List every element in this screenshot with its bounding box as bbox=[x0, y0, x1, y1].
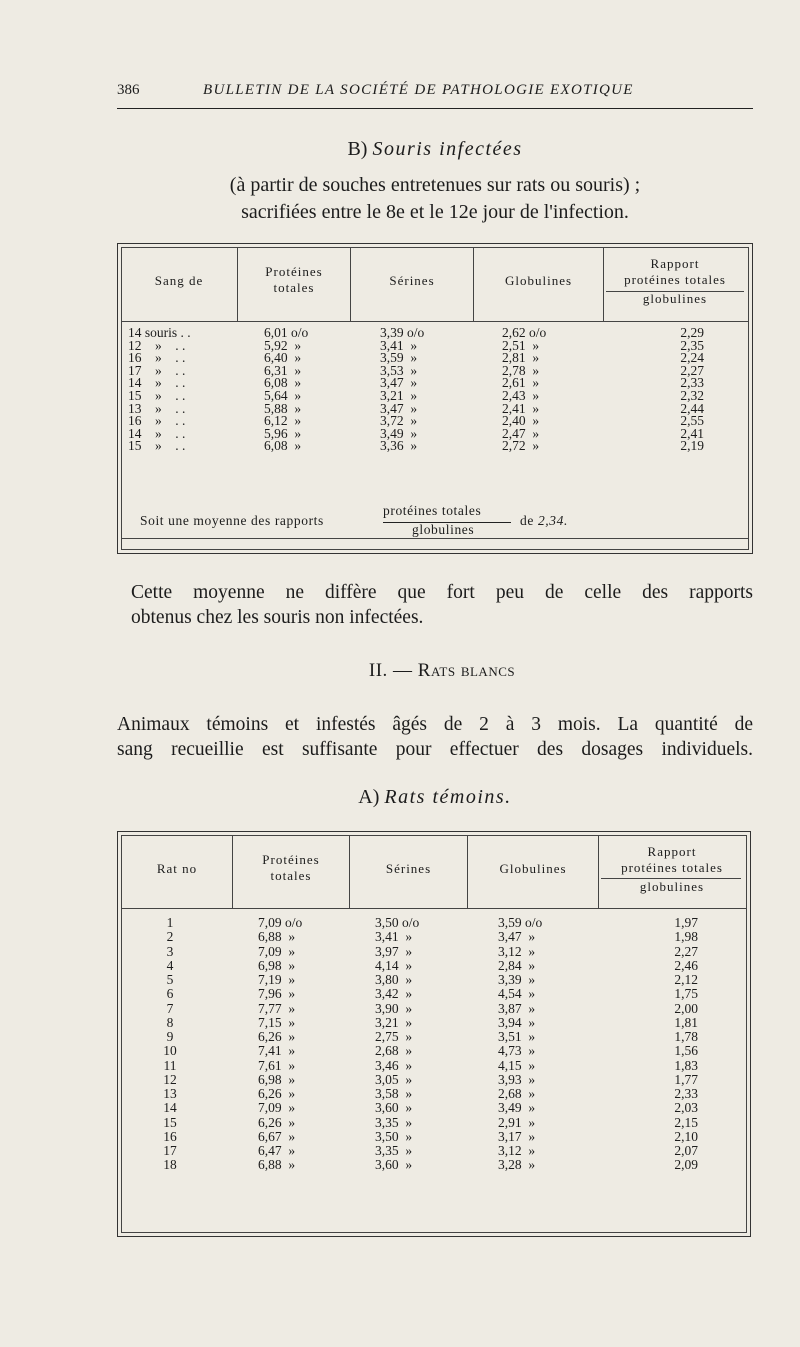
table-cell-ratio: 2,24 bbox=[680, 350, 704, 366]
table-cell-serines: 3,80 » bbox=[375, 972, 413, 987]
table-cell-serines: 3,58 » bbox=[375, 1086, 413, 1101]
table-cell-globulins: 2,78 » bbox=[502, 362, 540, 378]
table2-header-proteins bbox=[233, 852, 349, 884]
table-cell-globulins: 2,43 » bbox=[502, 388, 540, 403]
table-cell-ratio: 2,41 bbox=[680, 425, 704, 441]
header-ratio-line-1: Rapport bbox=[650, 256, 700, 271]
table-cell-proteins: 6,08 » bbox=[264, 375, 302, 391]
section-2-roman: II. — bbox=[368, 660, 413, 681]
section-2-heading bbox=[131, 660, 753, 682]
table-cell-proteins: 7,15 » bbox=[258, 1014, 296, 1030]
page-number: 386 bbox=[117, 82, 140, 98]
table-cell-ratio: 2,27 bbox=[674, 943, 698, 959]
table2-header-rat: Rat no bbox=[156, 861, 198, 876]
table-cell-globulins: 4,54 » bbox=[498, 986, 536, 1002]
table-cell-ratio: 2,19 bbox=[680, 438, 704, 454]
table-cell-ratio: 2,35 bbox=[680, 337, 704, 353]
table-cell-globulins: 2,47 » bbox=[502, 425, 540, 441]
subtitle-line-1: (à partir de souches entretenues sur rats ou souris) ; bbox=[229, 174, 641, 196]
table-cell-rat: 11 bbox=[163, 1057, 177, 1073]
table-cell-rat: 4 bbox=[166, 957, 174, 973]
table-cell-ratio: 2,03 bbox=[674, 1100, 698, 1116]
table-cell-animal: 12 » . . bbox=[128, 337, 186, 353]
header-proteins-line-2: totales bbox=[270, 868, 312, 883]
header-ratio-line-3: globulines bbox=[639, 879, 705, 894]
running-head bbox=[117, 80, 753, 109]
table-cell-ratio: 2,32 bbox=[680, 388, 704, 403]
table-cell-serines: 4,14 » bbox=[375, 957, 413, 973]
table-cell-ratio: 2,29 bbox=[680, 325, 704, 340]
table-cell-globulins: 2,41 » bbox=[502, 400, 540, 416]
table-cell-proteins: 5,92 » bbox=[264, 337, 302, 353]
paragraph-animaux bbox=[117, 712, 753, 762]
table-cell-proteins: 6,26 » bbox=[258, 1029, 296, 1044]
table-cell-serines: 3,46 » bbox=[375, 1057, 413, 1073]
table-cell-proteins: 6,08 » bbox=[264, 438, 302, 454]
table-cell-ratio: 2,00 bbox=[674, 1000, 698, 1016]
table-cell-globulins: 3,28 » bbox=[498, 1157, 536, 1173]
table-cell-animal: 16 » . . bbox=[128, 350, 186, 366]
table-cell-serines: 3,05 » bbox=[375, 1071, 413, 1087]
table-cell-rat: 3 bbox=[166, 943, 174, 959]
table-cell-ratio: 1,56 bbox=[674, 1043, 698, 1059]
table-cell-globulins: 2,62 o/o bbox=[502, 325, 547, 340]
table-cell-rat: 6 bbox=[166, 986, 174, 1002]
table-cell-ratio: 1,75 bbox=[674, 986, 698, 1002]
table-cell-serines: 3,50 o/o bbox=[375, 915, 420, 930]
average-value: 2,34. bbox=[537, 513, 568, 528]
table-cell-rat: 9 bbox=[166, 1029, 174, 1044]
table-cell-proteins: 6,40 » bbox=[264, 350, 302, 366]
header-ratio-line-1: Rapport bbox=[647, 844, 697, 859]
table-cell-ratio: 2,07 bbox=[674, 1143, 698, 1158]
table-cell-proteins: 7,77 » bbox=[258, 1000, 296, 1016]
table-cell-globulins: 3,17 » bbox=[498, 1128, 536, 1144]
section-b-heading bbox=[117, 138, 753, 161]
table1-header-rule bbox=[122, 321, 748, 322]
table-cell-proteins: 7,96 » bbox=[258, 986, 296, 1002]
header-ratio-line-3: globulines bbox=[642, 291, 708, 306]
table-cell-rat: 18 bbox=[163, 1157, 177, 1173]
table-cell-rat: 14 bbox=[163, 1100, 177, 1116]
table-cell-serines: 3,21 » bbox=[380, 388, 418, 403]
table-cell-proteins: 7,61 » bbox=[258, 1057, 296, 1073]
table-cell-globulins: 3,87 » bbox=[498, 1000, 536, 1016]
table-cell-proteins: 6,88 » bbox=[258, 1157, 296, 1173]
table-cell-rat: 13 bbox=[163, 1086, 177, 1101]
table-cell-ratio: 2,33 bbox=[680, 375, 704, 391]
table-cell-serines: 3,50 » bbox=[375, 1128, 413, 1144]
table-cell-serines: 2,68 » bbox=[375, 1043, 413, 1059]
header-ratio-line-2: protéines totales bbox=[621, 860, 723, 875]
table1-header-serines: Sérines bbox=[389, 273, 435, 288]
table-cell-serines: 3,60 » bbox=[375, 1157, 413, 1173]
table-cell-globulins: 3,59 o/o bbox=[498, 915, 543, 930]
header-proteins-line-1: Protéines bbox=[262, 852, 320, 867]
header-ratio-line-2: protéines totales bbox=[624, 272, 726, 287]
table-cell-globulins: 3,93 » bbox=[498, 1071, 536, 1087]
table-cell-globulins: 3,39 » bbox=[498, 972, 536, 987]
table-cell-serines: 3,36 » bbox=[380, 438, 418, 454]
table-cell-ratio: 2,09 bbox=[674, 1157, 698, 1173]
table-cell-proteins: 7,09 » bbox=[258, 1100, 296, 1116]
table2-header-globulins: Globulines bbox=[499, 861, 567, 876]
table-cell-serines: 3,47 » bbox=[380, 375, 418, 391]
table-cell-animal: 14 souris . . bbox=[128, 325, 191, 340]
table-cell-rat: 8 bbox=[166, 1014, 174, 1030]
table-cell-proteins: 7,41 » bbox=[258, 1043, 296, 1059]
table-cell-serines: 3,60 » bbox=[375, 1100, 413, 1116]
paragraph-line: Animaux témoins et infestés âgés de 2 à 3 mois. La quantité de bbox=[117, 714, 753, 735]
table-cell-proteins: 5,64 » bbox=[264, 388, 302, 403]
table-cell-rat: 7 bbox=[166, 1000, 174, 1016]
table-cell-proteins: 6,01 o/o bbox=[264, 325, 309, 340]
average-suffix-text: de bbox=[520, 513, 534, 528]
table-cell-animal: 16 » . . bbox=[128, 413, 186, 429]
table-cell-ratio: 1,78 bbox=[674, 1029, 698, 1044]
table-cell-globulins: 2,72 » bbox=[502, 438, 540, 454]
section-2-title: Rats blancs bbox=[417, 660, 516, 681]
average-suffix bbox=[520, 513, 568, 529]
table-cell-ratio: 2,44 bbox=[680, 400, 704, 416]
table1-header-ratio bbox=[604, 256, 746, 307]
table-cell-globulins: 2,81 » bbox=[502, 350, 540, 366]
table-cell-serines: 3,39 o/o bbox=[380, 325, 425, 340]
table-cell-animal: 14 » . . bbox=[128, 375, 186, 391]
table-cell-proteins: 5,88 » bbox=[264, 400, 302, 416]
table-cell-proteins: 6,98 » bbox=[258, 957, 296, 973]
section-b-subtitle bbox=[117, 172, 753, 226]
table-cell-globulins: 2,84 » bbox=[498, 957, 536, 973]
table-cell-rat: 5 bbox=[166, 972, 174, 987]
table-cell-ratio: 1,83 bbox=[674, 1057, 698, 1073]
table-cell-ratio: 2,15 bbox=[674, 1114, 698, 1130]
table2-header-serines: Sérines bbox=[385, 861, 432, 876]
table-cell-globulins: 3,49 » bbox=[498, 1100, 536, 1116]
table-cell-rat: 10 bbox=[163, 1043, 177, 1059]
table2-header-rule bbox=[122, 908, 746, 909]
table-cell-ratio: 2,33 bbox=[674, 1086, 698, 1101]
table-cell-globulins: 3,12 » bbox=[498, 943, 536, 959]
table-cell-globulins: 3,12 » bbox=[498, 1143, 536, 1158]
table-cell-proteins: 5,96 » bbox=[264, 425, 302, 441]
table-cell-animal: 14 » . . bbox=[128, 425, 186, 441]
table-cell-rat: 17 bbox=[163, 1143, 177, 1158]
table-cell-proteins: 7,19 » bbox=[258, 972, 296, 987]
table-cell-ratio: 2,12 bbox=[674, 972, 698, 987]
table-cell-serines: 3,42 » bbox=[375, 986, 413, 1002]
table-cell-proteins: 7,09 » bbox=[258, 943, 296, 959]
table-cell-ratio: 1,81 bbox=[674, 1014, 698, 1030]
paragraph-moyenne bbox=[131, 580, 753, 630]
header-proteins-line-2: totales bbox=[273, 280, 315, 295]
table-cell-globulins: 4,15 » bbox=[498, 1057, 536, 1073]
table-cell-serines: 3,21 » bbox=[375, 1014, 413, 1030]
table-cell-serines: 3,59 » bbox=[380, 350, 418, 366]
subtitle-line-2: sacrifiées entre le 8e et le 12e jour de l'infection. bbox=[241, 201, 629, 223]
table-cell-proteins: 6,67 » bbox=[258, 1128, 296, 1144]
table-cell-serines: 3,53 » bbox=[380, 362, 418, 378]
table-cell-globulins: 2,40 » bbox=[502, 413, 540, 429]
paragraph-line: Cette moyenne ne diffère que fort peu de celle des rapports bbox=[131, 582, 753, 603]
section-a-title: Rats témoins. bbox=[384, 786, 512, 808]
table-cell-rat: 12 bbox=[163, 1071, 177, 1087]
table-cell-globulins: 2,68 » bbox=[498, 1086, 536, 1101]
table-cell-globulins: 2,61 » bbox=[502, 375, 540, 391]
table1-footer-rule bbox=[122, 538, 748, 539]
table1-header-globulins: Globulines bbox=[504, 273, 573, 288]
table-cell-rat: 16 bbox=[163, 1128, 177, 1144]
table-cell-proteins: 6,31 » bbox=[264, 362, 302, 378]
table-cell-proteins: 6,98 » bbox=[258, 1071, 296, 1087]
table-cell-serines: 3,41 » bbox=[375, 929, 413, 945]
table-cell-globulins: 4,73 » bbox=[498, 1043, 536, 1059]
table-cell-proteins: 6,26 » bbox=[258, 1114, 296, 1130]
table-cell-proteins: 7,09 o/o bbox=[258, 915, 303, 930]
table-cell-proteins: 6,47 » bbox=[258, 1143, 296, 1158]
table-cell-globulins: 3,51 » bbox=[498, 1029, 536, 1044]
table-cell-rat: 15 bbox=[163, 1114, 177, 1130]
table-cell-ratio: 1,77 bbox=[674, 1071, 698, 1087]
average-prefix: Soit une moyenne des rapports bbox=[140, 513, 324, 528]
table-cell-proteins: 6,12 » bbox=[264, 413, 302, 429]
table-cell-globulins: 2,51 » bbox=[502, 337, 540, 353]
table-cell-proteins: 6,88 » bbox=[258, 929, 296, 945]
table-cell-rat: 2 bbox=[166, 929, 174, 945]
table-cell-globulins: 3,94 » bbox=[498, 1014, 536, 1030]
table2-header-ratio bbox=[599, 844, 745, 895]
table-cell-animal: 15 » . . bbox=[128, 388, 186, 403]
table-cell-rat: 1 bbox=[166, 915, 174, 930]
table-cell-globulins: 2,91 » bbox=[498, 1114, 536, 1130]
section-b-title: Souris infectées bbox=[372, 138, 523, 160]
table-cell-serines: 2,75 » bbox=[375, 1029, 413, 1044]
table-cell-ratio: 2,46 bbox=[674, 957, 698, 973]
table-cell-proteins: 6,26 » bbox=[258, 1086, 296, 1101]
table-cell-animal: 13 » . . bbox=[128, 400, 186, 416]
table-cell-ratio: 1,97 bbox=[674, 915, 698, 930]
section-a-heading bbox=[117, 786, 753, 809]
table-cell-animal: 15 » . . bbox=[128, 438, 186, 454]
header-proteins-line-1: Protéines bbox=[265, 264, 323, 279]
table-cell-serines: 3,41 » bbox=[380, 337, 418, 353]
table-cell-ratio: 1,98 bbox=[674, 929, 698, 945]
table-cell-serines: 3,35 » bbox=[375, 1114, 413, 1130]
average-denominator: globulines bbox=[412, 522, 475, 537]
section-a-label: A) bbox=[358, 786, 380, 808]
table-cell-ratio: 2,10 bbox=[674, 1128, 698, 1144]
table-cell-globulins: 3,47 » bbox=[498, 929, 536, 945]
table-cell-animal: 17 » . . bbox=[128, 362, 186, 378]
journal-title: BULLETIN DE LA SOCIÉTÉ DE PATHOLOGIE EXOTIQUE bbox=[203, 82, 634, 98]
table-cell-ratio: 2,55 bbox=[680, 413, 704, 429]
table1-header-proteins bbox=[238, 264, 350, 296]
table1-header-blood: Sang de bbox=[154, 273, 204, 288]
table-cell-serines: 3,47 » bbox=[380, 400, 418, 416]
table-cell-serines: 3,35 » bbox=[375, 1143, 413, 1158]
section-b-label: B) bbox=[347, 138, 368, 160]
table-cell-serines: 3,72 » bbox=[380, 413, 418, 429]
table-cell-serines: 3,49 » bbox=[380, 425, 418, 441]
paragraph-line: sang recueillie est suffisante pour effectuer des dosages individuels. bbox=[117, 739, 753, 760]
table-cell-serines: 3,97 » bbox=[375, 943, 413, 959]
table-cell-serines: 3,90 » bbox=[375, 1000, 413, 1016]
table-cell-ratio: 2,27 bbox=[680, 362, 704, 378]
paragraph-line: obtenus chez les souris non infectées. bbox=[131, 607, 424, 628]
average-numerator: protéines totales bbox=[383, 503, 482, 518]
